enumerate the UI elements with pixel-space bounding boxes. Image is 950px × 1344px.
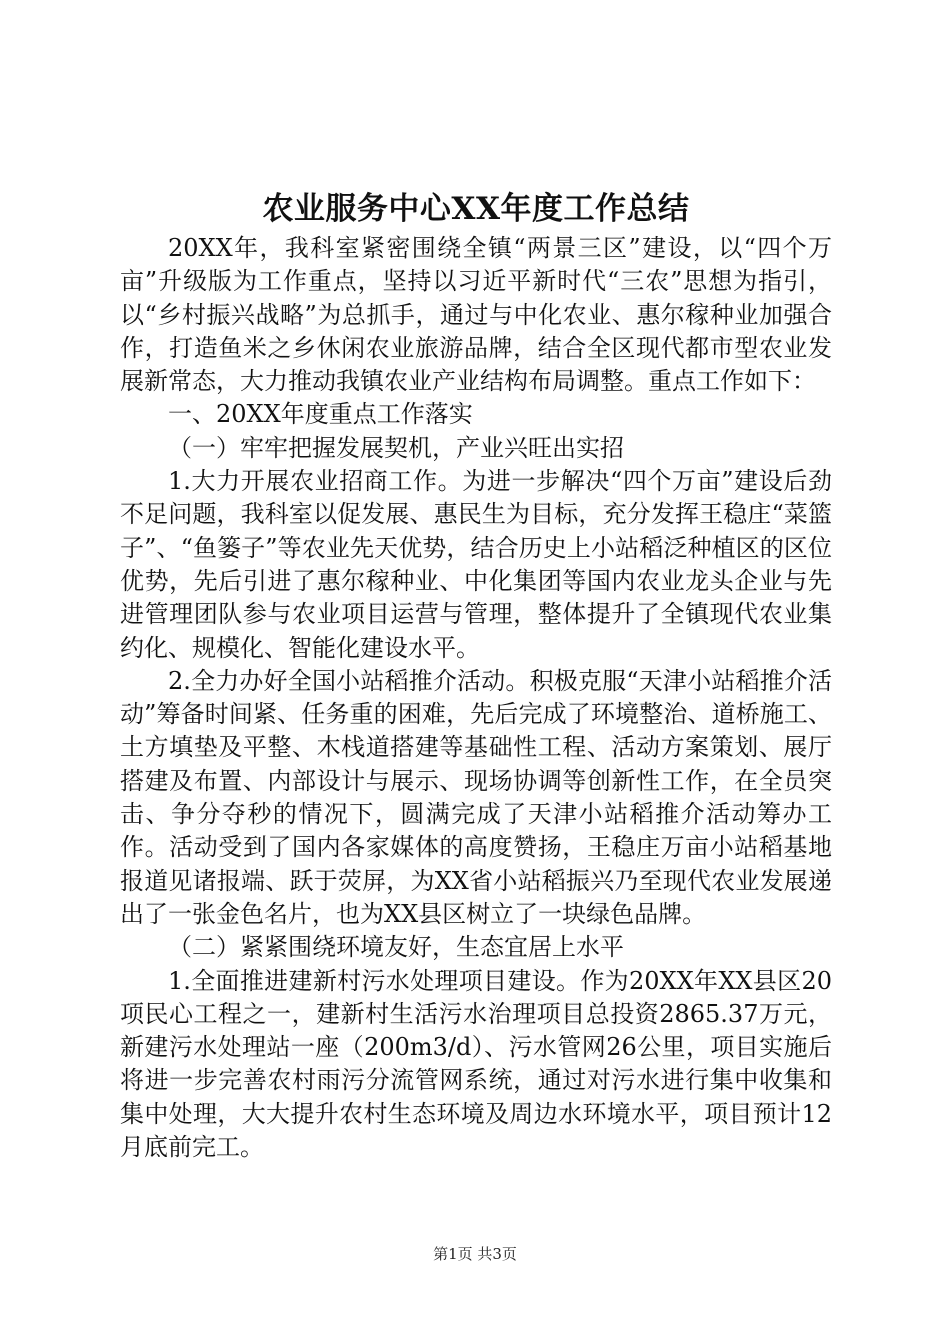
section-heading-1: 一、20XX年度重点工作落实 [168, 400, 473, 429]
paragraph-sewage-project: 1.全面推进建新村污水处理项目建设。作为20XX年XX县区20项民心工程之一，建新村生活污水治理项目总投资2865.37万元，新建污水处理站一座（200m3/d）、污水管网26公里，项目实施后将进一步完善农村雨污分流管网系统，通过对污水进行集中收集和集中处理，大大提升农村生态环境及周边水环境水平，项目预计12月底前完工。 [120, 966, 832, 1162]
page-footer: 第1页 共3页 [433, 1245, 517, 1263]
subsection-heading-1: （一）牢牢把握发展契机，产业兴旺出实招 [168, 433, 624, 462]
paragraph-investment: 1.大力开展农业招商工作。为进一步解决“四个万亩”建设后劲不足问题，我科室以促发展、惠民生为目标，充分发挥王稳庄“菜篮子”、“鱼篓子”等农业先天优势，结合历史上小站稻泛种植区的区位优势，先后引进了惠尔稼种业、中化集团等国内农业龙头企业与先进管理团队参与农业项目运营与管理，整体提升了全镇现代农业集约化、规模化、智能化建设水平。 [120, 467, 832, 662]
intro-paragraph: 20XX年，我科室紧密围绕全镇“两景三区”建设，以“四个万亩”升级版为工作重点，坚持以习近平新时代“三农”思想为指引，以“乡村振兴战略”为总抓手，通过与中化农业、惠尔稼种业加强合作，打造鱼米之乡休闲农业旅游品牌，结合全区现代都市型农业发展新常态，大力推动我镇农业产业结构布局调整。重点工作如下： [120, 234, 832, 396]
subsection-heading-2: （二）紧紧围绕环境友好，生态宜居上水平 [168, 933, 624, 962]
document-body [120, 232, 832, 1164]
document-page [120, 186, 832, 1164]
document-title: 农业服务中心XX年度工作总结 [262, 191, 690, 227]
paragraph-rice-promotion: 2.全力办好全国小站稻推介活动。积极克服“天津小站稻推介活动”筹备时间紧、任务重的困难，先后完成了环境整治、道桥施工、土方填垫及平整、木栈道搭建等基础性工程、活动方案策划、展厅搭建及布置、内部设计与展示、现场协调等创新性工作，在全员突击、争分夺秒的情况下，圆满完成了天津小站稻推介活动筹办工作。活动受到了国内各家媒体的高度赞扬，王稳庄万亩小站稻基地报道见诸报端、跃于荧屏，为XX省小站稻振兴乃至现代农业发展递出了一张金色名片，也为XX县区树立了一块绿色品牌。 [120, 666, 832, 928]
